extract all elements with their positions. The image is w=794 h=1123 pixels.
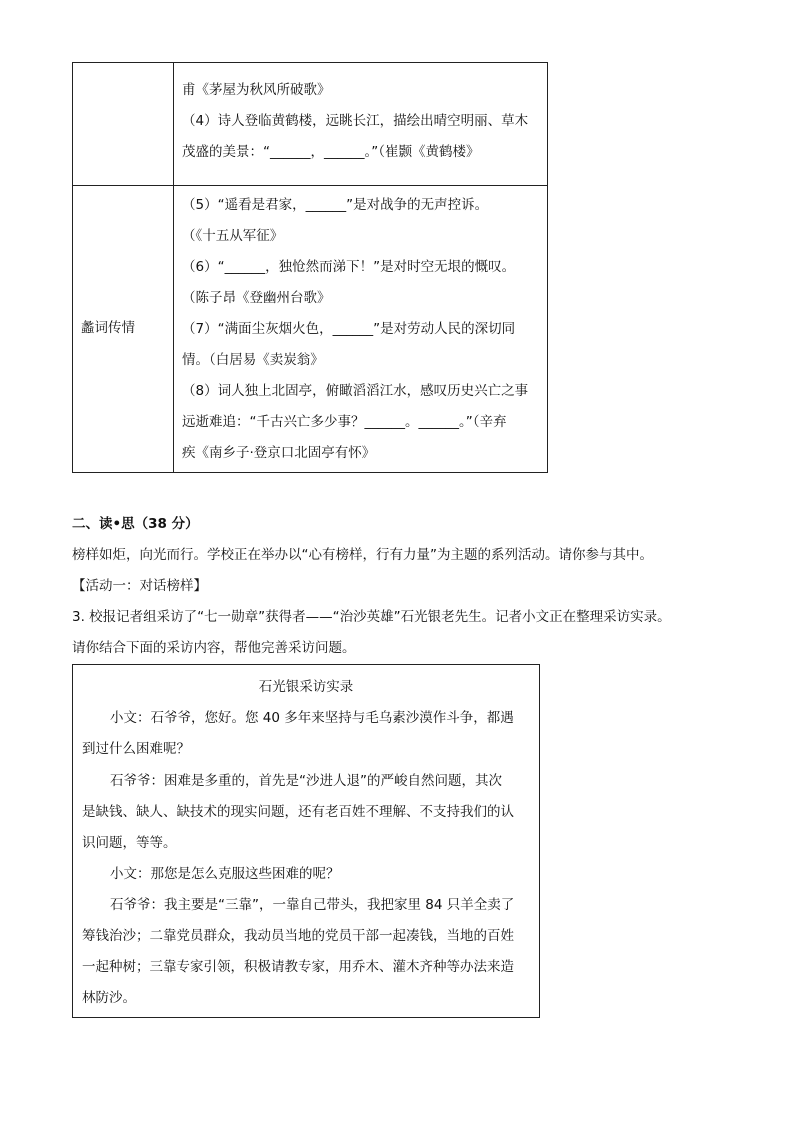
table-row-2-label: 蠡词传情: [81, 320, 135, 336]
table-text-line: 甫《茅屋为秋风所破歌》: [182, 82, 331, 98]
table-text-line: （《十五从军征》: [182, 228, 284, 244]
interview-box: [72, 664, 540, 1018]
interview-line: 筹钱治沙；二靠党员群众，我动员当地的党员干部一起凑钱，当地的百姓: [82, 928, 514, 944]
table-text-line: （7）“满面尘灰烟火色，______”是对劳动人民的深切同: [182, 321, 516, 337]
interview-line: 是缺钱、缺人、缺技术的现实问题，还有老百姓不理解、不支持我们的认: [82, 804, 514, 820]
question-text: 请你结合下面的采访内容，帮他完善采访问题。: [72, 640, 356, 656]
interview-line: 石爷爷：困难是多重的，首先是“沙进人退”的严峻自然问题，其次: [110, 773, 502, 789]
question-text: 3. 校报记者组采访了“七一勋章”获得者——“治沙英雄”石光银老先生。记者小文正在整理采访实录。: [72, 609, 671, 625]
table-column-divider: [173, 63, 174, 472]
section-heading: 二、读•思（38 分）: [72, 516, 199, 532]
interview-line: 林防沙。: [82, 990, 136, 1006]
table-text-line: 情。（白居易《卖炭翁》: [182, 352, 324, 368]
table-text-line: （8）词人独上北固亭，俯瞰滔滔江水，感叹历史兴亡之事: [182, 383, 529, 399]
interview-line: 一起种树；三靠专家引领，积极请教专家，用乔木、灌木齐种等办法来造: [82, 959, 514, 975]
section-intro: 榜样如炬，向光而行。学校正在举办以“心有榜样，行有力量”为主题的系列活动。请你参与其中。: [72, 547, 653, 563]
table-text-line: （5）“遥看是君家，______”是对战争的无声控诉。: [182, 197, 489, 213]
table-row-2-content: [182, 190, 542, 469]
activity-heading: 【活动一：对话榜样】: [72, 578, 207, 594]
table-text-line: 茂盛的美景：“______，______。”（崔颢《黄鹤楼》: [182, 144, 480, 160]
poetry-table: [72, 62, 548, 473]
interview-line: 到过什么困难呢？: [82, 741, 190, 757]
interview-line: 小文：那您是怎么克服这些困难的呢？: [110, 866, 340, 882]
interview-line: 小文：石爷爷，您好。您 40 多年来坚持与毛乌素沙漠作斗争，都遇: [110, 710, 514, 726]
table-text-line: 疾《南乡子·登京口北固亭有怀》: [182, 445, 376, 461]
table-text-line: （陈子昂《登幽州台歌》: [182, 290, 331, 306]
table-text-line: （4）诗人登临黄鹤楼，远眺长江，描绘出晴空明丽、草木: [182, 113, 529, 129]
interview-line: 识问题，等等。: [82, 835, 177, 851]
table-row-divider: [73, 185, 547, 186]
interview-title: 石光银采访实录: [258, 679, 354, 695]
interview-line: 石爷爷：我主要是“三靠”，一靠自己带头，我把家里 84 只羊全卖了: [110, 897, 515, 913]
table-text-line: 远逝难追：“千古兴亡多少事？______。______。”（辛弃: [182, 414, 507, 430]
table-text-line: （6）“______，独怆然而涕下！”是对时空无垠的慨叹。: [182, 259, 516, 275]
table-row-1-content: [182, 75, 542, 168]
